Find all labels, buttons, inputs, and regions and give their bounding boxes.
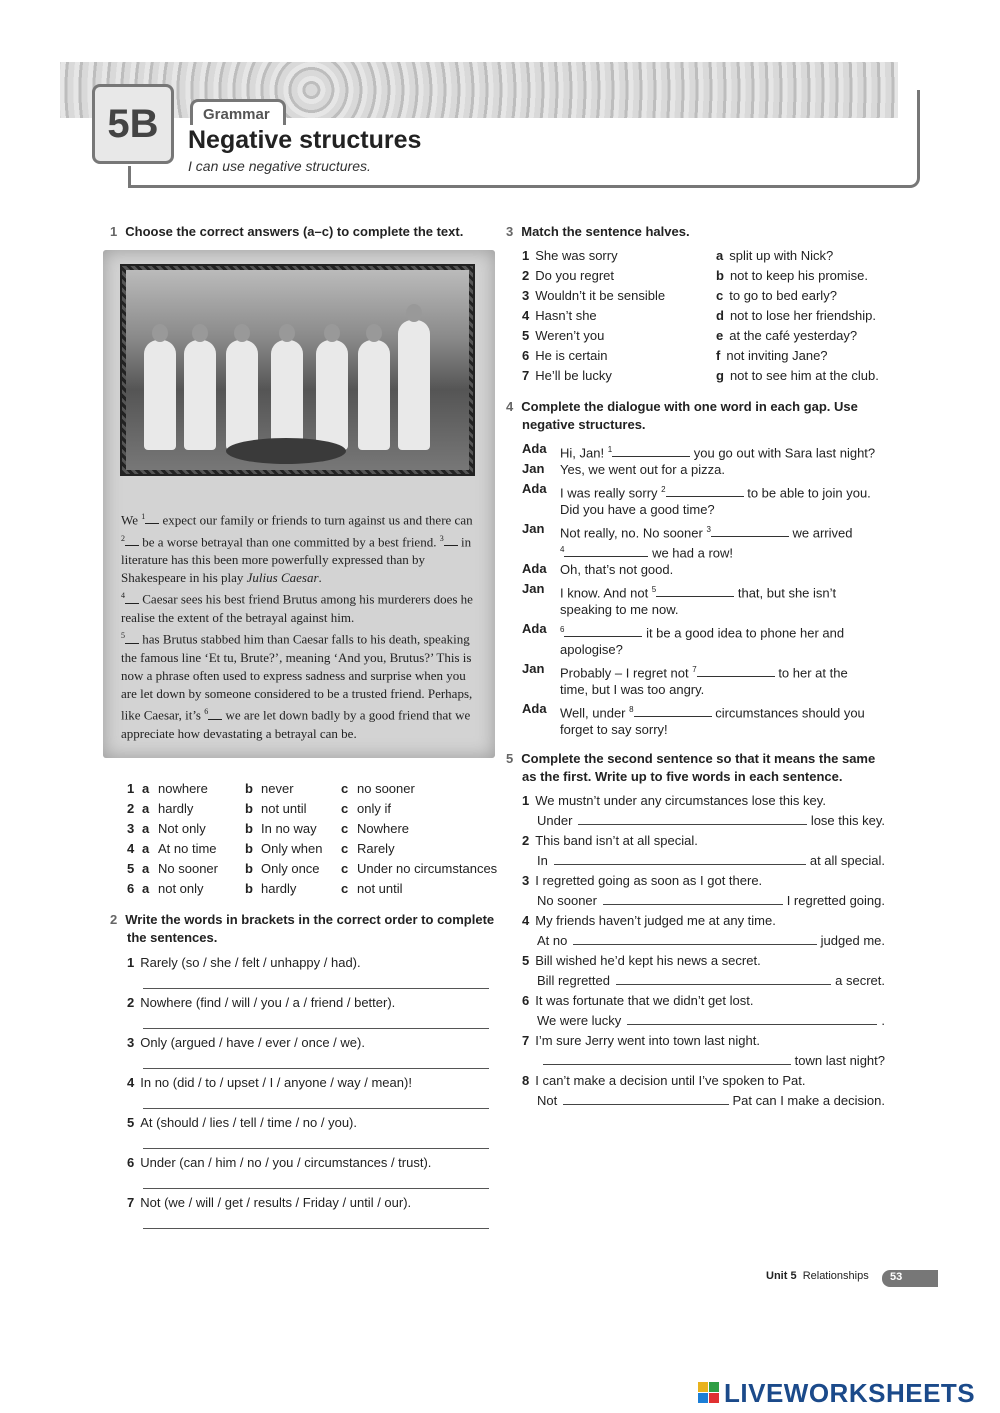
gap-number: 3	[706, 525, 711, 534]
match-right-item	[716, 327, 857, 345]
item-text: not inviting Jane?	[726, 348, 828, 363]
item-text: My friends haven’t judged me at any time.	[535, 913, 776, 928]
answer-line	[563, 1092, 728, 1105]
option-a: not only	[158, 881, 204, 896]
item-number: 1	[127, 955, 135, 970]
ex1-number: 1	[110, 224, 118, 239]
gap-blank	[697, 665, 775, 677]
item-text: Bill wished he’d kept his news a secret.	[535, 953, 761, 968]
answer-line	[554, 852, 806, 865]
answer-end: a secret.	[835, 973, 885, 988]
option-number: 5	[127, 861, 135, 876]
ex3-number: 3	[506, 224, 514, 239]
dialogue-text: Well, under	[560, 705, 630, 721]
option-number: 3	[127, 821, 135, 836]
ex2-item	[127, 1194, 411, 1212]
item-text: Not (we / will / get / results / Friday / until / our).	[140, 1195, 412, 1210]
dialogue-text: Did you have a good time?	[560, 502, 715, 517]
gap-number: 1	[141, 512, 146, 521]
answer-start: In	[537, 853, 548, 868]
passage-text: we are let down badly by a good friend that we appreciate how devastating a betrayal can be.	[121, 707, 471, 741]
ex5-question	[522, 912, 776, 930]
dialogue-line	[560, 460, 725, 480]
item-text: Only (argued / have / ever / once / we).	[140, 1035, 365, 1050]
item-number: 3	[127, 1035, 135, 1050]
ex5-answer-row	[537, 1052, 885, 1070]
dialogue-text: to be able to join you.	[743, 485, 871, 501]
item-text: In no (did / to / upset / I / anyone / way / mean)!	[140, 1075, 412, 1090]
gap-blank	[612, 445, 690, 457]
answer-line	[616, 972, 831, 985]
item-text: Under (can / him / no / you / circumstances / trust).	[140, 1155, 432, 1170]
section-tab: Grammar	[190, 99, 286, 125]
answer-end: Pat can I make a decision.	[732, 1093, 885, 1108]
ex2-item	[127, 1114, 357, 1132]
item-text: It was fortunate that we didn’t get lost.	[535, 993, 754, 1008]
passage-text: Caesar sees his best friend Brutus among his murderers does he realise the extent of the betrayal against him.	[121, 591, 473, 625]
dialogue-text: I know. And not	[560, 585, 652, 601]
item-number: 2	[127, 995, 135, 1010]
ex5-answer-row	[537, 1092, 885, 1110]
dialogue-line	[560, 680, 704, 700]
dialogue-text: Yes, we went out for a pizza.	[560, 462, 726, 477]
match-right-item	[716, 247, 833, 265]
option-number: 4	[127, 841, 135, 856]
footer-unit: Unit 5	[766, 1270, 797, 1282]
gap-blank	[444, 545, 458, 546]
gap-blank	[711, 525, 789, 537]
gap-number: 2	[661, 485, 666, 494]
option-b: Only when	[261, 841, 323, 856]
ex5-question	[522, 792, 826, 810]
gap-number: 3	[439, 533, 444, 543]
ex2-instruction-line1: Write the words in brackets in the correct order to complete	[125, 912, 495, 927]
ex5-number: 5	[506, 751, 514, 766]
page-number: 53	[882, 1270, 938, 1287]
item-number: 7	[522, 368, 530, 383]
answer-end: at all special.	[809, 853, 885, 868]
brand-wordmark: LIVEWORKSHEETS	[724, 1378, 976, 1408]
answer-line	[578, 812, 806, 825]
option-c: Under no circumstances	[357, 861, 498, 876]
item-letter: b	[716, 268, 724, 283]
answer-end: I regretted going.	[786, 893, 885, 908]
ex4-instruction-line1: Complete the dialogue with one word in each gap. Use	[521, 399, 858, 414]
ex3-heading	[506, 223, 690, 241]
match-right-item	[716, 367, 879, 385]
item-text: Do you regret	[535, 268, 614, 283]
option-letter: b	[245, 861, 253, 876]
ex5-answer-row	[537, 892, 885, 910]
match-left-item	[522, 267, 614, 285]
dialogue-speaker: Ada	[522, 441, 547, 456]
dialogue-speaker: Jan	[522, 461, 545, 476]
page-title: Negative structures	[188, 126, 422, 154]
option-letter: c	[341, 781, 349, 796]
dialogue-text: it be a good idea to phone her and	[642, 625, 845, 641]
item-text: to go to bed early?	[729, 288, 837, 303]
gap-blank	[125, 603, 139, 604]
dialogue-text: that, but she isn’t	[734, 585, 837, 601]
answer-line	[143, 1228, 489, 1229]
item-number: 6	[522, 993, 530, 1008]
item-number: 6	[127, 1155, 135, 1170]
option-letter: a	[142, 801, 150, 816]
dialogue-text: to her at the	[774, 665, 848, 681]
ex5-answer-row	[537, 1012, 885, 1030]
item-number: 4	[522, 308, 530, 323]
dialogue-line	[560, 640, 623, 660]
gap-number: 5	[121, 631, 125, 641]
option-a: At no time	[158, 841, 217, 856]
item-letter: a	[716, 248, 724, 263]
match-left-item	[522, 247, 618, 265]
option-b: never	[261, 781, 294, 796]
answer-line	[143, 1028, 489, 1029]
option-letter: c	[341, 881, 349, 896]
gap-blank	[208, 719, 222, 720]
match-right-item	[716, 347, 828, 365]
item-text: She was sorry	[535, 248, 618, 263]
option-a: hardly	[158, 801, 194, 816]
frame-left-edge	[128, 166, 131, 188]
dialogue-text: Oh, that’s not good.	[560, 562, 674, 577]
dialogue-text: apologise?	[560, 642, 623, 657]
match-right-item	[716, 307, 876, 325]
liveworksheets-logo-icon	[698, 1382, 720, 1404]
answer-start: No sooner	[537, 893, 597, 908]
answer-end: judged me.	[820, 933, 885, 948]
dialogue-line	[560, 560, 673, 580]
option-c: not until	[357, 881, 403, 896]
dialogue-text: Probably – I regret not	[560, 665, 693, 681]
item-number: 3	[522, 288, 530, 303]
answer-end: .	[881, 1013, 885, 1028]
option-number: 6	[127, 881, 135, 896]
dialogue-text: we arrived	[788, 525, 853, 541]
option-a: nowhere	[158, 781, 208, 796]
ex2-item	[127, 954, 361, 972]
option-b: Only once	[261, 861, 320, 876]
gap-blank	[564, 625, 642, 637]
item-number: 1	[522, 793, 530, 808]
item-text: Nowhere (find / will / you / a / friend / better).	[140, 995, 396, 1010]
item-number: 1	[522, 248, 530, 263]
dialogue-speaker: Ada	[522, 561, 547, 576]
ex5-question	[522, 872, 762, 890]
ex5-question	[522, 1072, 806, 1090]
item-number: 2	[522, 833, 530, 848]
ex1-instruction: Choose the correct answers (a–c) to complete the text.	[125, 224, 464, 239]
passage-text: has Brutus stabbed him than Caesar falls to his death, speaking the famous line ‘Et tu, Brute?’, meaning ‘And you, Brutus?’ This is now a phrase often used to express sadness and surprise when you are let down by someone considered to be a trusted friend. Perhaps, like Caesar, it’s	[121, 631, 473, 723]
item-number: 6	[522, 348, 530, 363]
item-text: split up with Nick?	[729, 248, 834, 263]
option-letter: c	[341, 821, 349, 836]
dialogue-text: time, but I was too angry.	[560, 682, 705, 697]
ex5-answer-row	[537, 932, 885, 950]
option-letter: c	[341, 861, 349, 876]
option-c: Rarely	[357, 841, 395, 856]
option-letter: b	[245, 841, 253, 856]
ex5-question	[522, 992, 753, 1010]
item-text: We mustn’t under any circumstances lose this key.	[535, 793, 826, 808]
option-c: Nowhere	[357, 821, 410, 836]
option-letter: a	[142, 781, 150, 796]
gap-blank	[125, 545, 139, 546]
item-text: He’ll be lucky	[535, 368, 612, 383]
ex2-item	[127, 1074, 412, 1092]
item-text: At (should / lies / tell / time / no / you).	[140, 1115, 357, 1130]
option-letter: b	[245, 881, 253, 896]
item-text: Weren’t you	[535, 328, 605, 343]
ex4-number: 4	[506, 399, 514, 414]
gap-blank	[634, 705, 712, 717]
answer-line	[627, 1012, 877, 1025]
item-text: Wouldn’t it be sensible	[535, 288, 666, 303]
option-number: 2	[127, 801, 135, 816]
play-title: Julius Caesar	[246, 570, 319, 586]
dialogue-text: speaking to me now.	[560, 602, 679, 617]
passage-text: in literature has this been more powerfully expressed than by Shakespeare in his play	[121, 533, 472, 586]
ex5-instruction-line2: as the first. Write up to five words in each sentence.	[522, 769, 843, 784]
gap-number: 7	[692, 665, 697, 674]
photo-frame	[120, 264, 475, 476]
gap-number: 8	[629, 705, 634, 714]
reading-passage-text	[121, 508, 477, 743]
page-subtitle: I can use negative structures.	[188, 158, 371, 174]
ex5-answer-row	[537, 852, 885, 870]
ex1-heading	[110, 223, 463, 241]
answer-start: At no	[537, 933, 568, 948]
dialogue-text: Not really, no. No sooner	[560, 525, 707, 541]
option-letter: b	[245, 801, 253, 816]
ex5-instruction-line1: Complete the second sentence so that it means the same	[521, 751, 876, 766]
ex5-question	[522, 952, 761, 970]
passage-text: expect our family or friends to turn against us and there can	[159, 512, 473, 528]
item-number: 7	[522, 1033, 530, 1048]
dialogue-text: you go out with Sara last night?	[690, 445, 876, 461]
item-number: 4	[127, 1075, 135, 1090]
ex5-heading	[506, 750, 875, 768]
match-left-item	[522, 287, 665, 305]
dialogue-text: forget to say sorry!	[560, 722, 668, 737]
dialogue-speaker: Ada	[522, 701, 547, 716]
unit-code-box: 5B	[92, 84, 174, 164]
item-number: 4	[522, 913, 530, 928]
item-letter: c	[716, 288, 724, 303]
answer-start: Under	[537, 813, 573, 828]
item-number: 2	[522, 268, 530, 283]
item-text: He is certain	[535, 348, 608, 363]
option-b: hardly	[261, 881, 297, 896]
option-c: only if	[357, 801, 391, 816]
ex5-question	[522, 832, 698, 850]
answer-line	[143, 1108, 489, 1109]
option-letter: c	[341, 841, 349, 856]
answer-line	[573, 932, 816, 945]
gap-blank	[666, 485, 744, 497]
answer-start: We were lucky	[537, 1013, 622, 1028]
item-number: 7	[127, 1195, 135, 1210]
item-number: 8	[522, 1073, 530, 1088]
option-number: 1	[127, 781, 135, 796]
answer-start: Not	[537, 1093, 558, 1108]
match-right-item	[716, 287, 837, 305]
ex5-answer-row	[537, 972, 885, 990]
ex3-instruction: Match the sentence halves.	[521, 224, 690, 239]
answer-end: lose this key.	[810, 813, 885, 828]
reading-passage-card	[103, 250, 495, 758]
dialogue-text: I was really sorry	[560, 485, 662, 501]
footer-topic: Relationships	[802, 1270, 869, 1282]
ex5-answer-row	[537, 812, 885, 830]
option-a: No sooner	[158, 861, 218, 876]
passage-text: .	[318, 570, 322, 586]
option-letter: a	[142, 821, 150, 836]
ex5-question	[522, 1032, 760, 1050]
gap-blank	[125, 643, 139, 644]
dialogue-speaker: Ada	[522, 481, 547, 496]
gap-number: 1	[607, 445, 613, 454]
item-text: at the café yesterday?	[729, 328, 858, 343]
gap-number: 4	[560, 545, 565, 554]
item-number: 3	[522, 873, 530, 888]
item-text: Rarely (so / she / felt / unhappy / had).	[140, 955, 361, 970]
ex2-number: 2	[110, 912, 118, 927]
header-banner	[60, 62, 920, 188]
item-text: not to see him at the club.	[729, 368, 879, 383]
item-letter: f	[716, 348, 721, 363]
item-text: Hasn’t she	[535, 308, 597, 323]
answer-line	[603, 892, 783, 905]
item-text: not to lose her friendship.	[729, 308, 876, 323]
ex2-heading	[110, 911, 494, 929]
item-text: I can’t make a decision until I’ve spoken to Pat.	[535, 1073, 806, 1088]
match-left-item	[522, 367, 612, 385]
dialogue-text: we had a row!	[648, 545, 733, 561]
match-right-item	[716, 267, 868, 285]
option-letter: b	[245, 781, 253, 796]
match-left-item	[522, 307, 597, 325]
dialogue-speaker: Jan	[522, 661, 545, 676]
option-b: In no way	[261, 821, 317, 836]
answer-line	[543, 1052, 791, 1065]
item-text: This band isn’t at all special.	[535, 833, 698, 848]
item-number: 5	[522, 328, 530, 343]
gap-blank	[145, 523, 159, 524]
item-number: 5	[127, 1115, 135, 1130]
answer-line	[143, 1148, 489, 1149]
item-letter: d	[716, 308, 724, 323]
option-letter: a	[142, 881, 150, 896]
dialogue-text: circumstances should you	[711, 705, 865, 721]
ex4-heading	[506, 398, 858, 416]
passage-text: We	[121, 512, 142, 528]
dialogue-line	[560, 500, 715, 520]
gap-number: 2	[121, 533, 125, 543]
answer-line	[143, 1068, 489, 1069]
match-left-item	[522, 327, 604, 345]
ex2-instruction-line2: the sentences.	[127, 930, 218, 945]
item-text: I’m sure Jerry went into town last night.	[535, 1033, 760, 1048]
option-letter: a	[142, 841, 150, 856]
gap-number: 6	[204, 707, 209, 717]
item-number: 5	[522, 953, 530, 968]
dialogue-speaker: Ada	[522, 621, 547, 636]
answer-end: town last night?	[794, 1053, 885, 1068]
option-letter: c	[341, 801, 349, 816]
ex2-item	[127, 994, 395, 1012]
page-footer	[766, 1270, 869, 1282]
ex2-item	[127, 1034, 365, 1052]
option-a: Not only	[158, 821, 206, 836]
answer-line	[143, 988, 489, 989]
item-letter: e	[716, 328, 724, 343]
match-left-item	[522, 347, 607, 365]
answer-start: Bill regretted	[537, 973, 610, 988]
dialogue-speaker: Jan	[522, 581, 545, 596]
option-b: not until	[261, 801, 307, 816]
dialogue-line	[560, 600, 679, 620]
gap-number: 5	[651, 585, 657, 594]
julius-caesar-photo	[126, 270, 469, 470]
ex2-item	[127, 1154, 431, 1172]
item-text: not to keep his promise.	[729, 268, 868, 283]
option-letter: a	[142, 861, 150, 876]
gap-blank	[656, 585, 734, 597]
option-letter: b	[245, 821, 253, 836]
item-letter: g	[716, 368, 724, 383]
dialogue-speaker: Jan	[522, 521, 545, 536]
gap-blank	[564, 545, 648, 557]
passage-text: be a worse betrayal than one committed by a best friend.	[139, 533, 440, 549]
item-text: I regretted going as soon as I got there.	[535, 873, 763, 888]
gap-number: 4	[121, 591, 125, 601]
dialogue-line	[560, 720, 668, 740]
answer-line	[143, 1188, 489, 1189]
dialogue-text: Hi, Jan!	[560, 445, 608, 461]
gap-number: 6	[560, 625, 565, 634]
ex4-instruction-line2: negative structures.	[522, 417, 646, 432]
option-c: no sooner	[357, 781, 415, 796]
